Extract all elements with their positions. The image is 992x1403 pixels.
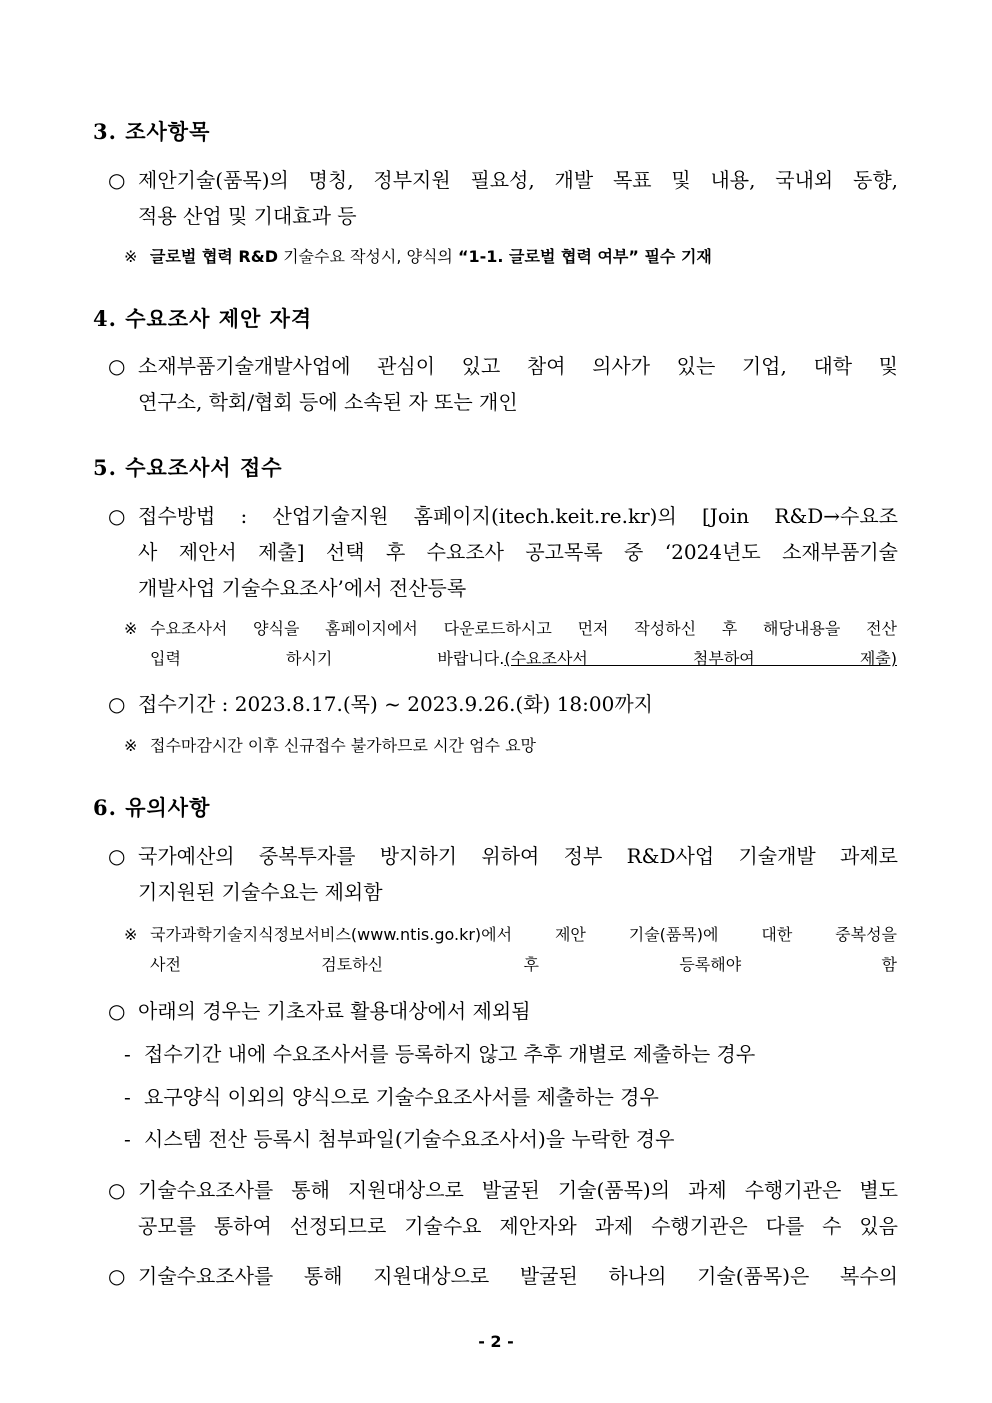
text-line: 연구소, 학회/협회 등에 소속된 자 또는 개인 xyxy=(138,390,518,414)
dash-mark: - xyxy=(124,1085,131,1109)
section-3-heading: 3. 조사항목 xyxy=(93,119,211,144)
section-4-heading: 4. 수요조사 제안 자격 xyxy=(93,306,313,331)
section-6-heading: 6. 유의사항 xyxy=(93,795,211,820)
text-line: 소재부품기술개발사업에 관심이 있고 참여 의사가 있는 기업, 대학 및 xyxy=(138,354,898,378)
bullet-mark: ○ xyxy=(108,1178,126,1202)
bullet-mark: ○ xyxy=(108,999,126,1023)
text-line: 기술수요조사를 통해 지원대상으로 발굴된 기술(품목)의 과제 수행기관은 별도 xyxy=(138,1178,898,1202)
text-line: 적용 산업 및 기대효과 등 xyxy=(138,204,357,228)
bullet-mark: ○ xyxy=(108,504,126,528)
note-line: 사전 검토하신 후 등록해야 함 xyxy=(150,955,897,974)
text-line: 아래의 경우는 기초자료 활용대상에서 제외됨 xyxy=(138,999,531,1023)
section-5-heading: 5. 수요조사서 접수 xyxy=(93,455,283,480)
text-line: 사 제안서 제출] 선택 후 수요조사 공고목록 중 ‘2024년도 소재부품기술 xyxy=(138,540,898,564)
note-mark: ※ xyxy=(124,736,138,755)
text-line: 시스템 전산 등록시 첨부파일(기술수요조사서)을 누락한 경우 xyxy=(144,1127,675,1151)
note-bold-text: “1-1. 글로벌 협력 여부” 필수 기재 xyxy=(457,247,712,266)
text-line: 개발사업 기술수요조사’에서 전산등록 xyxy=(138,576,467,600)
text-line: 접수기간 : 2023.8.17.(목) ~ 2023.9.26.(화) 18:00까지 xyxy=(138,692,653,716)
bullet-mark: ○ xyxy=(108,844,126,868)
text-line: 기지원된 기술수요는 제외함 xyxy=(138,880,383,904)
text-line: 제안기술(품목)의 명칭, 정부지원 필요성, 개발 목표 및 내용, 국내외 동향, xyxy=(138,168,898,192)
text-line: 접수방법 : 산업기술지원 홈페이지(itech.keit.re.kr)의 [Join R&D→수요조 xyxy=(138,504,898,528)
text-line: 접수기간 내에 수요조사서를 등록하지 않고 추후 개별로 제출하는 경우 xyxy=(144,1042,756,1066)
bullet-mark: ○ xyxy=(108,354,126,378)
note-underlined-text: (수요조사서 첨부하여 제출) xyxy=(504,649,897,668)
dash-mark: - xyxy=(124,1042,131,1066)
note-text: 접수마감시간 이후 신규접수 불가하므로 시간 엄수 요망 xyxy=(150,736,537,755)
text-line: 국가예산의 중복투자를 방지하기 위하여 정부 R&D사업 기술개발 과제로 xyxy=(138,844,898,868)
note-text: 기술수요 작성시, 양식의 xyxy=(277,247,458,266)
note-line: 수요조사서 양식을 홈페이지에서 다운로드하시고 먼저 작성하신 후 해당내용을 전산 xyxy=(150,619,897,638)
note-bold-text: 글로벌 협력 R&D xyxy=(150,247,278,266)
text-line: 요구양식 이외의 양식으로 기술수요조사서를 제출하는 경우 xyxy=(144,1085,659,1109)
text-line: 공모를 통하여 선정되므로 기술수요 제안자와 과제 수행기관은 다를 수 있음 xyxy=(138,1214,898,1238)
note-mark: ※ xyxy=(124,247,138,266)
note-mark: ※ xyxy=(124,619,138,638)
note-text: 입력 하시기 바랍니다. xyxy=(150,649,505,668)
bullet-mark: ○ xyxy=(108,168,126,192)
bullet-mark: ○ xyxy=(108,1264,126,1288)
note-mark: ※ xyxy=(124,925,138,944)
page-number: - 2 - xyxy=(478,1332,514,1351)
note-line: 국가과학기술지식정보서비스(www.ntis.go.kr)에서 제안 기술(품목)에 대한 중복성을 xyxy=(150,925,897,944)
bullet-mark: ○ xyxy=(108,692,126,716)
dash-mark: - xyxy=(124,1127,131,1151)
text-line: 기술수요조사를 통해 지원대상으로 발굴된 하나의 기술(품목)은 복수의 xyxy=(138,1264,898,1288)
